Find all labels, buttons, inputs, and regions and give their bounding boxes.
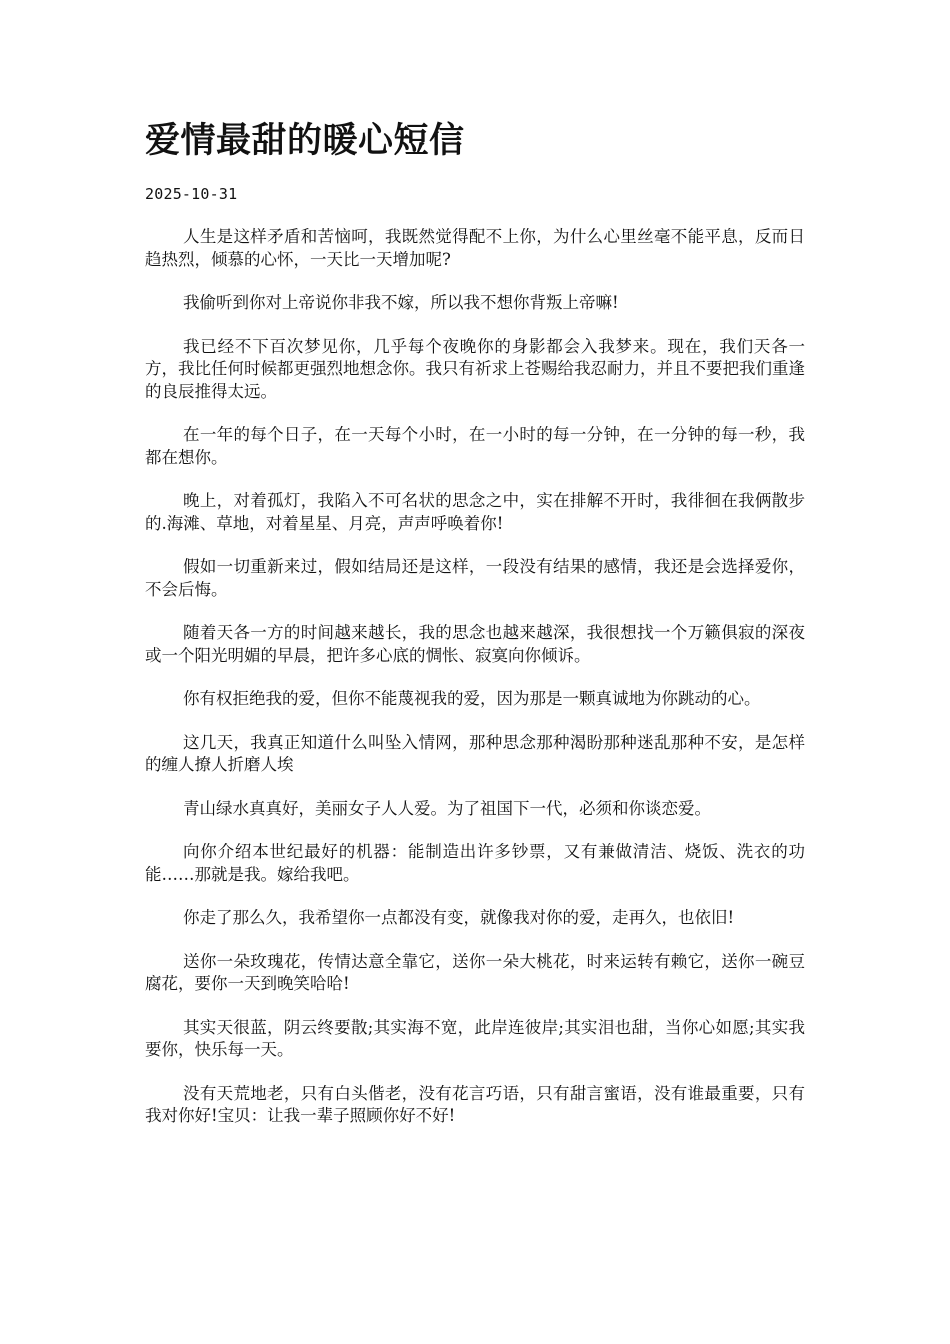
publish-date: 2025-10-31 <box>145 185 238 203</box>
paragraph: 在一年的每个日子，在一天每个小时，在一小时的每一分钟，在一分钟的每一秒，我都在想你。 <box>145 425 805 467</box>
paragraph: 其实天很蓝，阴云终要散;其实海不宽，此岸连彼岸;其实泪也甜，当你心如愿;其实我要你，快乐每一天。 <box>145 1017 805 1059</box>
paragraph: 假如一切重新来过，假如结局还是这样，一段没有结果的感情，我还是会选择爱你，不会后悔。 <box>145 557 805 599</box>
paragraph: 晚上，对着孤灯，我陷入不可名状的思念之中，实在排解不开时，我徘徊在我俩散步的.海滩、草地，对着星星、月亮，声声呼唤着你! <box>145 491 805 533</box>
paragraph: 随着天各一方的时间越来越长，我的思念也越来越深，我很想找一个万籁俱寂的深夜或一个阳光明媚的早晨，把许多心底的惆怅、寂寞向你倾诉。 <box>145 623 805 665</box>
paragraph: 这几天，我真正知道什么叫坠入情网，那种思念那种渴盼那种迷乱那种不安，是怎样的缠人撩人折磨人埃 <box>145 732 805 774</box>
paragraph: 人生是这样矛盾和苦恼呵，我既然觉得配不上你，为什么心里丝毫不能平息，反而日趋热烈，倾慕的心怀，一天比一天增加呢? <box>145 227 805 269</box>
paragraph: 你有权拒绝我的爱，但你不能蔑视我的爱，因为那是一颗真诚地为你跳动的心。 <box>183 689 761 708</box>
paragraph: 没有天荒地老，只有白头偕老，没有花言巧语，只有甜言蜜语，没有谁最重要，只有我对你好!宝贝：让我一辈子照顾你好不好! <box>145 1083 805 1125</box>
paragraph: 我偷听到你对上帝说你非我不嫁，所以我不想你背叛上帝嘛! <box>183 293 619 312</box>
paragraph: 青山绿水真真好，美丽女子人人爱。为了祖国下一代，必须和你谈恋爱。 <box>183 798 711 818</box>
article-body <box>145 226 805 1149</box>
paragraph: 我已经不下百次梦见你，几乎每个夜晚你的身影都会入我梦来。现在，我们天各一方，我比任何时候都更强烈地想念你。我只有祈求上苍赐给我忍耐力，并且不要把我们重逢的良辰推得太远。 <box>145 336 805 401</box>
article-title: 爱情最甜的暖心短信 <box>145 120 465 161</box>
paragraph: 你走了那么久，我希望你一点都没有变，就像我对你的爱，走再久，也依旧! <box>183 908 735 927</box>
paragraph: 向你介绍本世纪最好的机器：能制造出许多钞票，又有兼做清洁、烧饭、洗衣的功能……那就是我。嫁给我吧。 <box>145 842 805 884</box>
paragraph: 送你一朵玫瑰花，传情达意全靠它，送你一朵大桃花，时来运转有赖它，送你一碗豆腐花，要你一天到晚笑哈哈! <box>145 951 805 993</box>
